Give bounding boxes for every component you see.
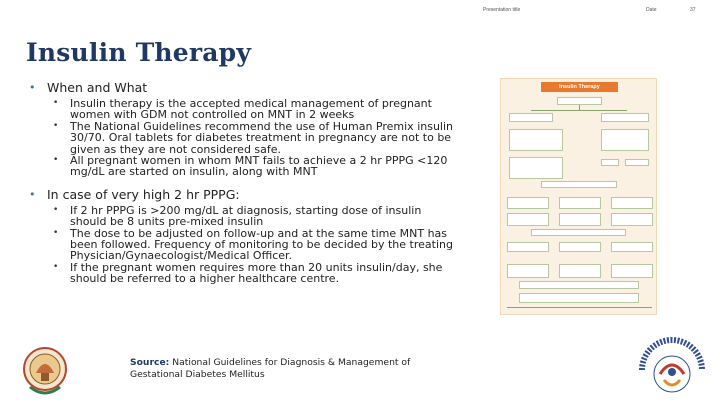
flow-box: [507, 264, 549, 278]
flow-box: [601, 129, 649, 151]
section-heading: When and What: [47, 80, 148, 95]
section-very-high-pppg: [26, 187, 456, 285]
slide-title: Insulin Therapy: [26, 38, 252, 67]
source-label: Source:: [130, 357, 170, 368]
source-text: National Guidelines for Diagnosis & Management of Gestational Diabetes Mellitus: [130, 357, 411, 380]
nhsrc-logo-icon: [638, 330, 706, 400]
flow-box: [519, 281, 639, 289]
flow-box: [541, 181, 617, 188]
section-when-and-what: [26, 80, 456, 178]
list-item: • Insulin therapy is the accepted medical management of pregnant women with GDM not controlled on MNT in 2 weeks: [53, 97, 432, 122]
date-label: Date: [646, 7, 657, 13]
flow-box: [507, 197, 549, 209]
page-number: 37: [690, 7, 696, 13]
flow-box: [625, 159, 649, 166]
flow-box: [559, 213, 601, 226]
flowchart-title: Insulin Therapy: [541, 82, 618, 92]
flow-box: [509, 129, 563, 151]
flow-box: [559, 197, 601, 209]
list-item: • The National Guidelines recommend the use of Human Premix insulin 30/70. Oral tablets for diabetes treatment in pregnancy are not to be given as they are not considered safe.: [53, 119, 454, 156]
flow-box: [507, 213, 549, 226]
section-heading: In case of very high 2 hr PPPG:: [47, 186, 240, 202]
source-citation: [130, 357, 460, 380]
insulin-therapy-flowchart: [500, 78, 657, 315]
flow-box: [611, 242, 653, 252]
flow-box: [611, 213, 653, 226]
flow-box: [557, 97, 602, 105]
flow-box: [601, 159, 619, 166]
presentation-title-label: Presentation title: [483, 7, 521, 13]
section-bullet: •: [29, 187, 36, 201]
section-bullet: •: [29, 81, 36, 94]
flow-box: [509, 113, 553, 122]
flow-box: [601, 113, 649, 122]
flow-box: [611, 197, 653, 209]
list-item: • If the pregnant women requires more than 20 units insulin/day, she should be referred to a higher healthcare centre.: [53, 260, 443, 286]
list-item: • The dose to be adjusted on follow-up and at the same time MNT has been followed. Frequency of monitoring to be decided by the treating Physician/Gynaecologist/Medical Officer.: [53, 226, 453, 263]
slide-body: [26, 80, 456, 291]
state-emblem-icon: [22, 343, 68, 401]
flow-box: [559, 264, 601, 278]
flow-box: [611, 264, 653, 278]
flow-box: [531, 229, 626, 236]
flow-box: [519, 293, 639, 303]
list-item: • All pregnant women in whom MNT fails to achieve a 2 hr PPPG <120 mg/dL are started on insulin, along with MNT: [53, 154, 448, 179]
flow-box: [559, 242, 601, 252]
flow-box: [507, 242, 549, 252]
list-item: • If 2 hr PPPG is >200 mg/dL at diagnosis, starting dose of insulin should be 8 units pre-mixed insulin: [53, 203, 422, 229]
flow-box: [509, 157, 563, 179]
